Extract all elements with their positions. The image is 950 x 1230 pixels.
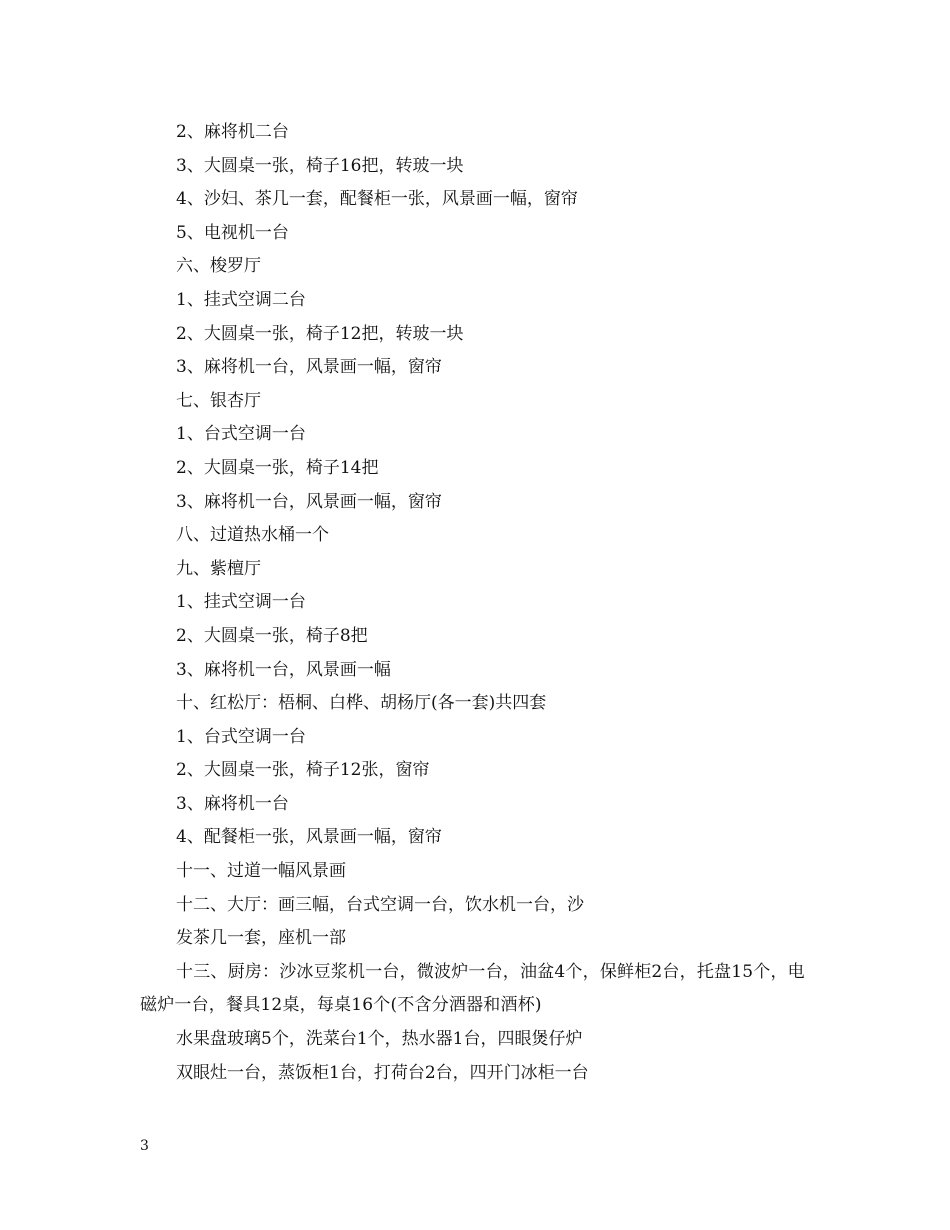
text-line: 2、大圆桌一张，椅子12张，窗帘 [176,760,430,781]
text-line: 3、麻将机一台，风景画一幅，窗帘 [176,357,442,378]
text-line: 1、挂式空调一台 [176,592,306,613]
text-line: 4、配餐柜一张，风景画一幅，窗帘 [176,827,442,848]
section-heading: 十二、大厅：画三幅，台式空调一台，饮水机一台，沙 [176,894,584,915]
text-line: 2、大圆桌一张，椅子12把，转玻一块 [176,323,464,344]
text-line: 2、大圆桌一张，椅子8把 [176,625,368,646]
text-line: 发茶几一套，座机一部 [176,928,346,949]
text-line: 3、大圆桌一张，椅子16把，转玻一块 [176,155,464,176]
text-line: 3、麻将机一台，风景画一幅 [176,659,391,680]
text-line: 1、台式空调一台 [176,726,306,747]
text-line: 3、麻将机一台 [176,793,289,814]
text-line: 1、挂式空调二台 [176,289,306,310]
section-heading: 十、红松厅：梧桐、白桦、胡杨厅(各一套)共四套 [176,693,547,714]
document-body [140,116,820,1090]
text-line: 1、台式空调一台 [176,424,306,445]
section-heading: 八、过道热水桶一个 [176,525,329,546]
section-heading: 十一、过道一幅风景画 [176,861,346,882]
text-line: 3、麻将机一台，风景画一幅，窗帘 [176,491,442,512]
text-line: 2、大圆桌一张，椅子14把 [176,457,379,478]
section-heading: 六、梭罗厅 [176,256,261,277]
section-heading: 九、紫檀厅 [176,558,261,579]
section-heading: 七、银杏厅 [176,390,261,411]
text-line: 2、麻将机二台 [176,122,289,142]
page-number: 3 [140,1138,149,1154]
kitchen-paragraph: 十三、厨房：沙冰豆浆机一台，微波炉一台，油盆4个，保鲜柜2台，托盘15个，电磁炉一台，餐具12桌，每桌16个(不含分酒器和酒杯) [140,961,805,1016]
text-line: 双眼灶一台，蒸饭柜1台，打荷台2台，四开门冰柜一台 [176,1062,589,1083]
text-line: 4、沙妇、茶几一套，配餐柜一张，风景画一幅，窗帘 [176,189,578,210]
text-line: 水果盘玻璃5个，洗菜台1个，热水器1台，四眼煲仔炉 [176,1029,583,1050]
text-line: 5、电视机一台 [176,222,289,243]
